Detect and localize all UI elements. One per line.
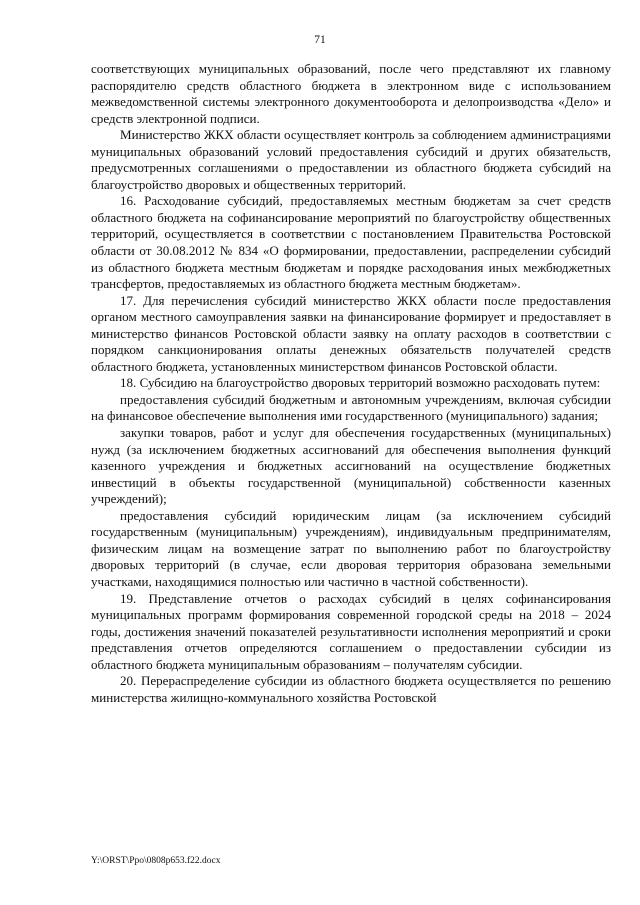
list-item-subsidies-legal-entities: предоставления субсидий юридическим лицам (за исключением субсидий государственным (муниципальным) учреждениям), индивидуальным предпринимателям, физическим лицам на возмещение затрат по выполнению работ по благоустройству дворовых территорий (в случае, если дворовая территория образована земельными участками, находящимися полностью или частично в частной собственности). bbox=[91, 507, 611, 589]
paragraph-18: 18. Субсидию на благоустройство дворовых территорий возможно расходовать путем: bbox=[120, 375, 601, 391]
paragraph-17: 17. Для перечисления субсидий министерство ЖКХ области после предоставления органом местного самоуправления заявки на финансирование формирует и предоставляет в министерство финансов Ростовской области заявку на оплату расходов в соответствии с порядком санкционирования оплаты денежных обязательств получателей средств областного бюджета, установленных министерством финансов Ростовской области. bbox=[91, 292, 611, 374]
paragraph-continuation: соответствующих муниципальных образований, после чего представляют их главному распорядителю средств областного бюджета в электронном виде с использованием межведомственной системы электронного документооборота и делопроизводства «Дело» и средств электронной подписи. bbox=[91, 61, 611, 126]
list-item-procurement: закупки товаров, работ и услуг для обеспечения государственных (муниципальных) нужд (за исключением бюджетных ассигнований для обеспечения выполнения функций казенного учреждения и бюджетных ассигнований на осуществление бюджетных инвестиций в объекты государственной (муниципальной) собственности казенных учреждений); bbox=[91, 425, 611, 507]
paragraph-20: 20. Перераспределение субсидии из областного бюджета осуществляется по решению министерства жилищно-коммунального хозяйства Ростовской bbox=[91, 673, 611, 705]
list-item-subsidies-institutions: предоставления субсидий бюджетным и автономным учреждениям, включая субсидии на финансовое обеспечение выполнения ими государственного (муниципального) задания; bbox=[91, 391, 611, 424]
page-number: 71 bbox=[314, 34, 326, 46]
document-body bbox=[91, 61, 611, 706]
paragraph-19: 19. Представление отчетов о расходах субсидий в целях софинансирования муниципальных программ формирования современной городской среды на 2018 – 2024 годы, достижения значений показателей результативности исполнения мероприятий и сроки представления отчетов определяются соглашением о предоставлении субсидии из областного бюджета муниципальным образованиям – получателям субсидии. bbox=[91, 590, 611, 672]
paragraph-control: Министерство ЖКХ области осуществляет контроль за соблюдением администрациями муниципальных образований условий предоставления субсидий и других обязательств, предусмотренных соглашениями о предоставлении из областного бюджета субсидий на благоустройство дворовых и общественных территорий. bbox=[91, 127, 611, 192]
paragraph-16: 16. Расходование субсидий, предоставляемых местным бюджетам за счет средств областного бюджета на софинансирование мероприятий по благоустройству общественных территорий, осуществляется в соответствии с постановлением Правительства Ростовской области от 30.08.2012 № 834 «О формировании, предоставлении, распределении субсидий из областного бюджета местным бюджетам и порядке расходования иных межбюджетных трансфертов, предоставляемых из областного бюджета местным бюджетам». bbox=[91, 193, 611, 292]
footer-file-path: Y:\ORST\Ppo\0808p653.f22.docx bbox=[91, 856, 221, 866]
